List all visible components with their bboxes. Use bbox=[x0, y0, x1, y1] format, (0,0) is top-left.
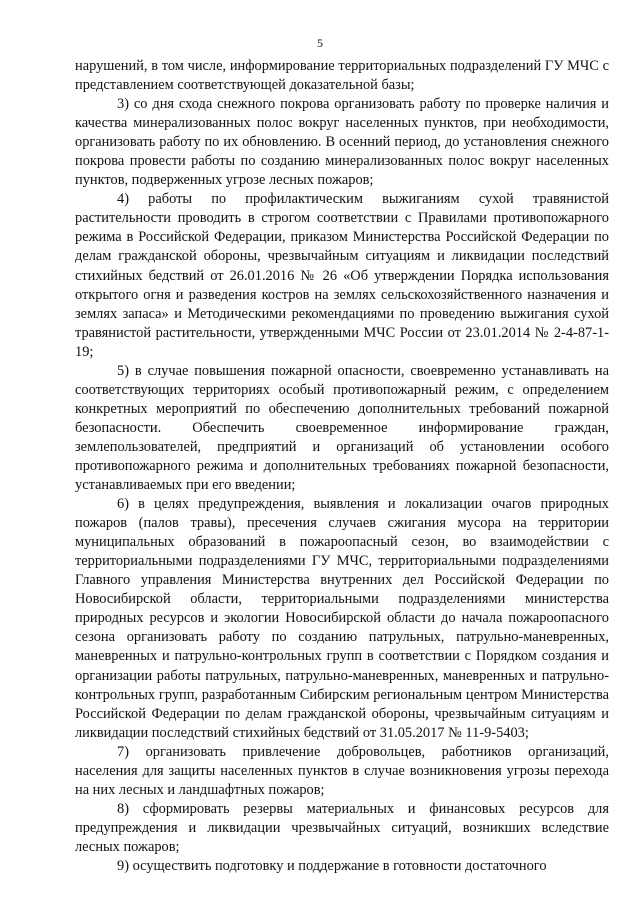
paragraph-item-9: 9) осуществить подготовку и поддержание в готовности достаточного bbox=[117, 857, 547, 874]
paragraph-item-5: 5) в случае повышения пожарной опасности, своевременно устанавливать на соответствующих территориях особый противопожарный режим, с определением конкретных мероприятий по обеспечению дополнительных требований пожарной безопасности. Обеспечить своевременное информирование граждан, землепользователей, предприятий и организаций об установлении особого противопожарного режима и дополнительных требованиях пожарной безопасности, устанавливаемых при его введении; bbox=[75, 362, 609, 494]
paragraph-continuation: нарушений, в том числе, информирование территориальных подразделений ГУ МЧС с представлением соответствующей доказательной базы; bbox=[75, 58, 609, 94]
page-number: 5 bbox=[317, 36, 323, 50]
document-body bbox=[75, 57, 609, 876]
paragraph-item-4: 4) работы по профилактическим выжиганиям сухой травянистой растительности проводить в строгом соответствии с Правилами противопожарного режима в Российской Федерации, приказом Министерства Российской Федерации по делам гражданской обороны, чрезвычайным ситуациям и ликвидации последствий стихийных бедствий от 26.01.2016 № 26 «Об утверждении Порядка использования открытого огня и разведения костров на землях сельскохозяйственного назначения и землях запаса» и Методическими рекомендациями по проведению выжигания сухой травянистой растительности, утвержденными МЧС России от 23.01.2014 № 2-4-87-1-19; bbox=[75, 191, 609, 360]
paragraph-item-3: 3) со дня схода снежного покрова организовать работу по проверке наличия и качества минерализованных полос вокруг населенных пунктов, при необходимости, организовать работу по их обновлению. В осенний период, до установления снежного покрова провести работы по созданию минерализованных полос вокруг населенных пунктов, подверженных угрозе лесных пожаров; bbox=[75, 96, 609, 189]
paragraph-item-6: 6) в целях предупреждения, выявления и локализации очагов природных пожаров (палов травы), пресечения случаев сжигания мусора на территории муниципальных образований в пожароопасный сезон, во взаимодействии с территориальными подразделениями ГУ МЧС, территориальными подразделениями Главного управления Министерства внутренних дел Российской Федерации по Новосибирской области, территориальными подразделениями министерства природных ресурсов и экологии Новосибирской области до начала пожароопасного сезона организовать работу по созданию патрульных, патрульно-маневренных, маневренных и патрульно-контрольных групп в соответствии с Порядком создания и организации работы патрульных, патрульно-маневренных, маневренных и патрульно-контрольных групп, разработанным Сибирским региональным центром Министерства Российской Федерации по делам гражданской обороны, чрезвычайным ситуациям и ликвидации последствий стихийных бедствий от 31.05.2017 № 11-9-5403; bbox=[75, 496, 609, 741]
paragraph-item-7: 7) организовать привлечение добровольцев, работников организаций, населения для защиты населенных пунктов в случае возникновения угрозы перехода на них лесных и ландшафтных пожаров; bbox=[75, 743, 609, 798]
paragraph-item-8: 8) сформировать резервы материальных и финансовых ресурсов для предупреждения и ликвидации чрезвычайных ситуаций, возникших вследствие лесных пожаров; bbox=[75, 800, 609, 855]
